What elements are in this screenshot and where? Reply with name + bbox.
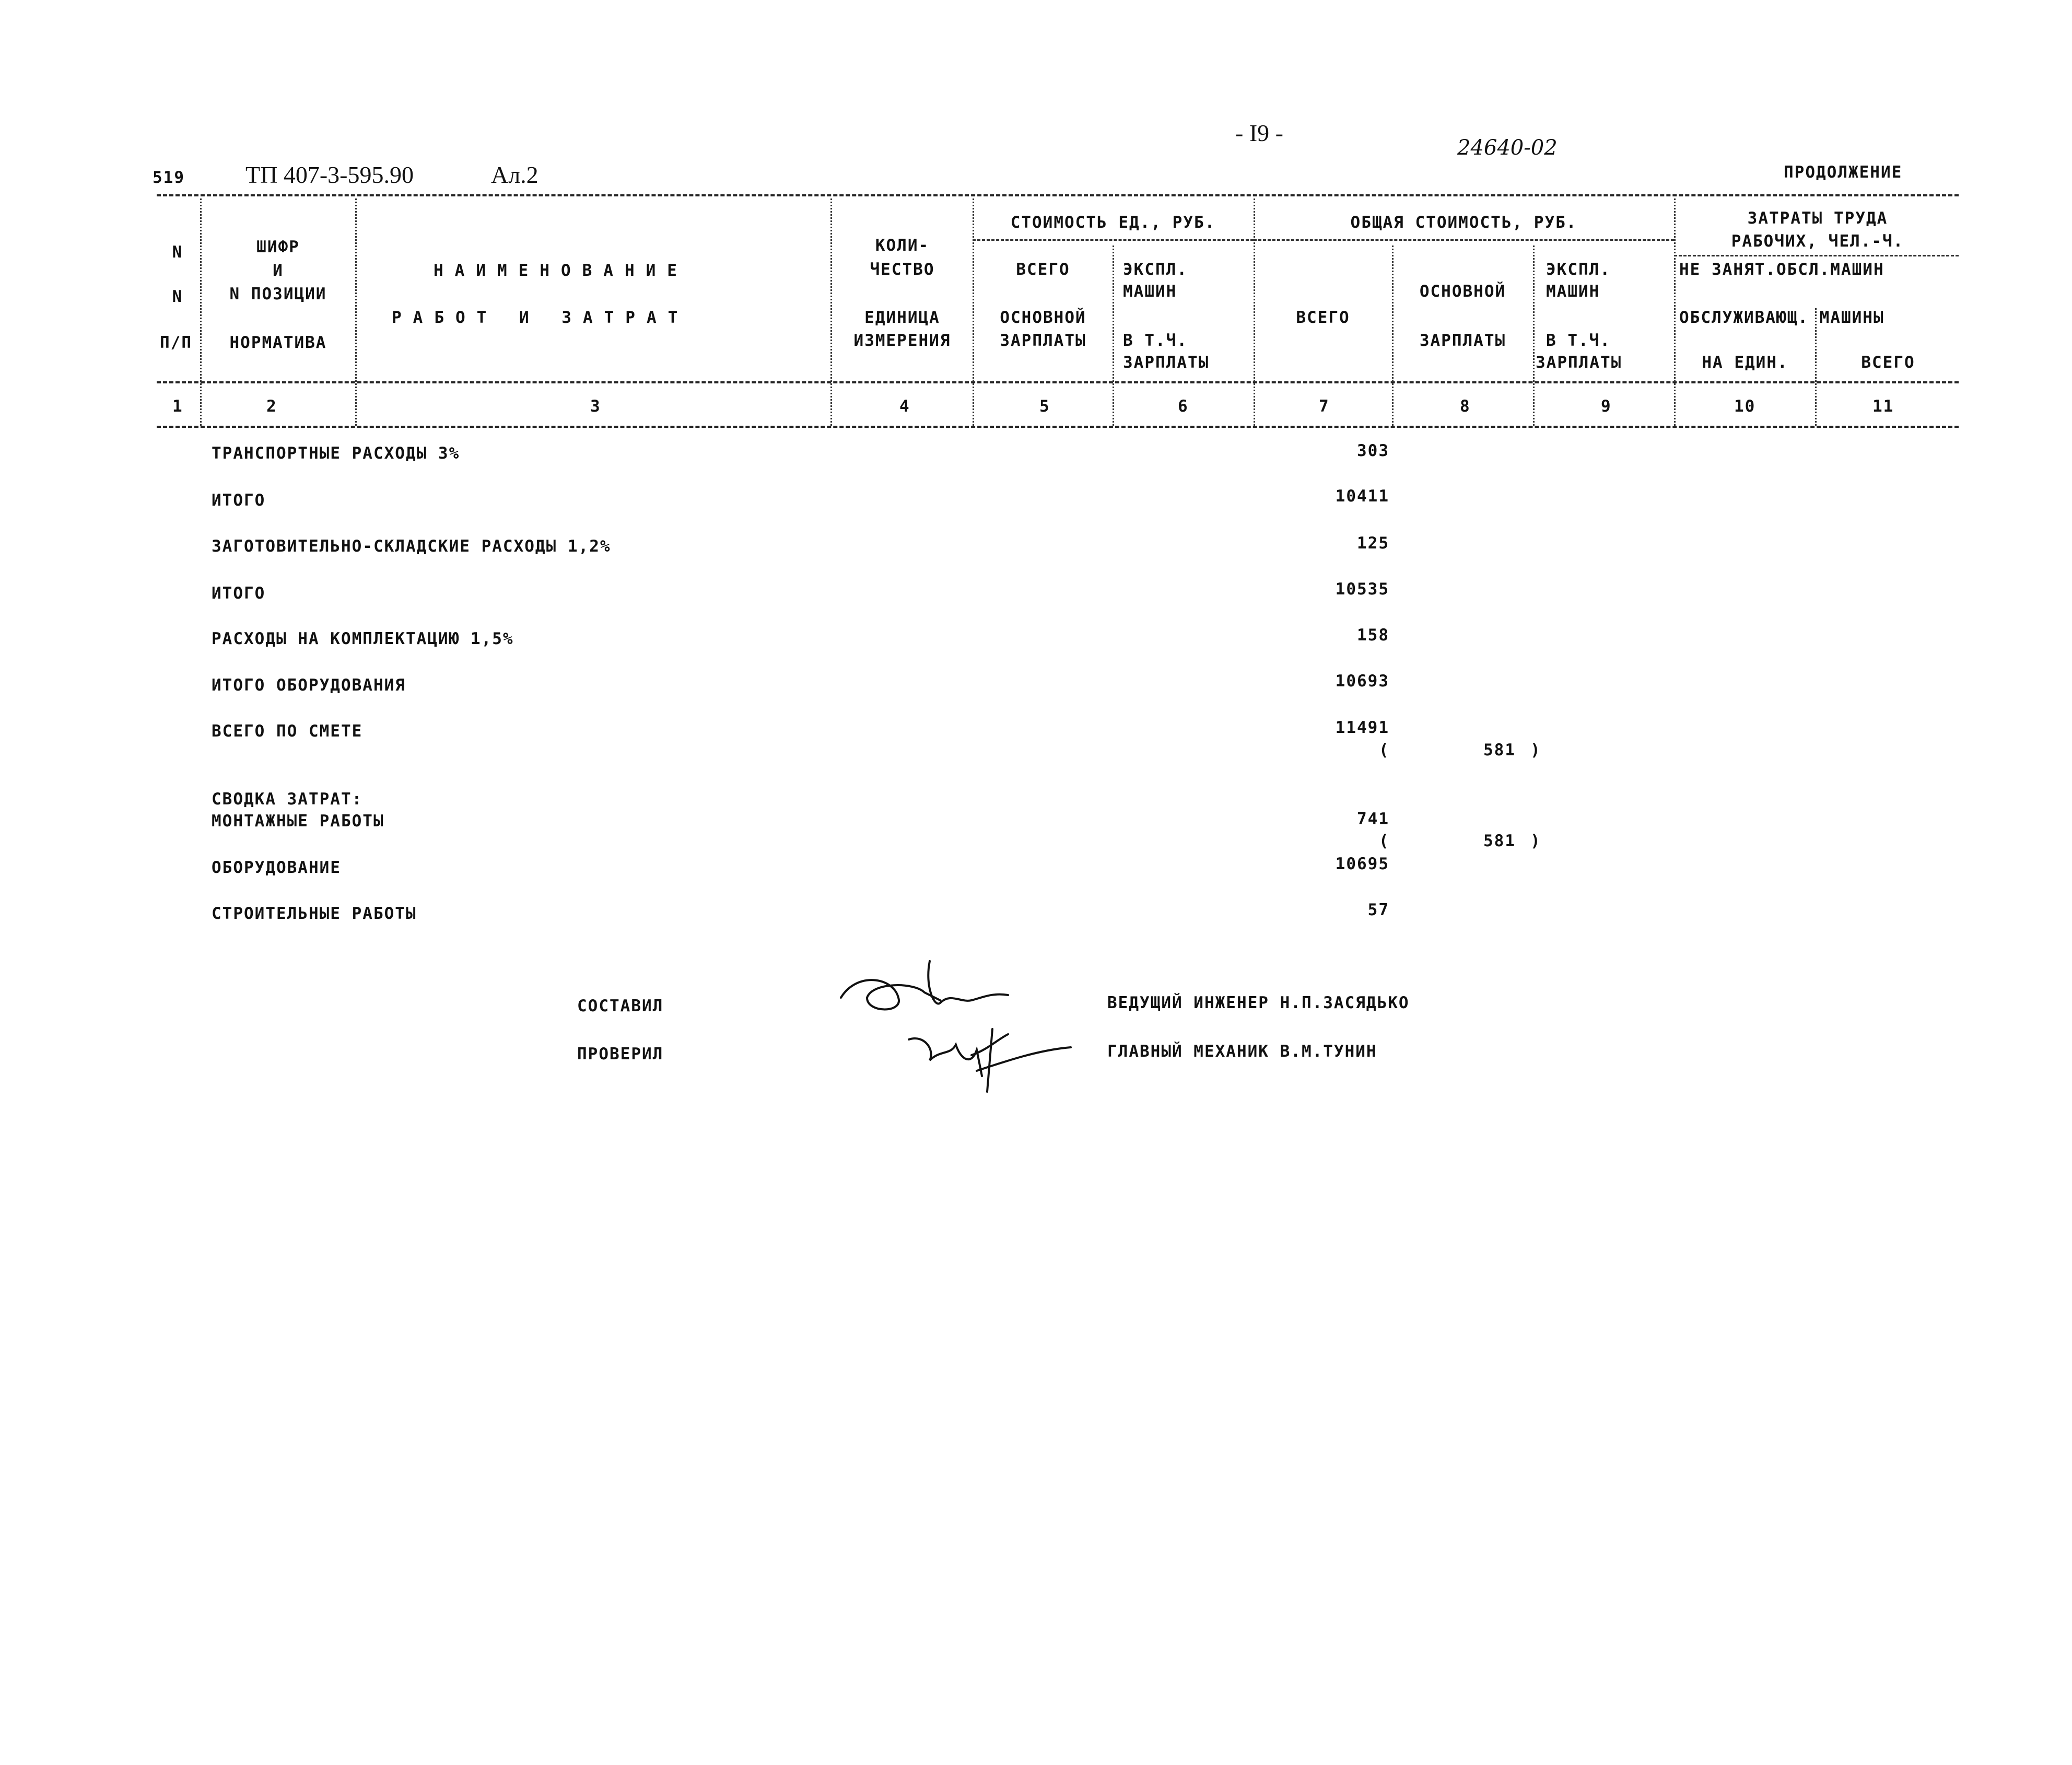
- labor-group-rule: [1674, 255, 1959, 256]
- col-separator: [200, 198, 202, 426]
- row-label: ИТОГО: [212, 491, 266, 510]
- row-total: 10411: [1335, 487, 1389, 506]
- summary-row-wages: 581: [1483, 832, 1516, 850]
- hdr-c1-c: П/П: [160, 333, 192, 352]
- signature-checked-icon: [904, 1019, 1076, 1097]
- col-separator: [1533, 246, 1535, 426]
- row-label: ЗАГОТОВИТЕЛЬНО-СКЛАДСКИЕ РАСХОДЫ 1,2%: [212, 537, 611, 556]
- summary-row-label: ОБОРУДОВАНИЕ: [212, 858, 341, 877]
- hdr-c6-b: МАШИН: [1123, 282, 1177, 301]
- hdr-c4-b: ЧЕСТВО: [870, 260, 935, 279]
- checked-label: ПРОВЕРИЛ: [577, 1045, 664, 1063]
- unit-cost-group-rule: [973, 239, 1254, 241]
- header-bottom-rule: [157, 381, 1959, 383]
- compiled-by: ВЕДУЩИЙ ИНЖЕНЕР Н.П.ЗАСЯДЬКО: [1107, 993, 1410, 1012]
- hdr-c4-c: ЕДИНИЦА: [864, 308, 940, 327]
- hdr-c3-line2: РАБОТ И ЗАТРАТ: [392, 308, 689, 327]
- hdr-c1-b: N: [172, 287, 183, 306]
- hdr-labor-sub-b: ОБСЛУЖИВАЮЩ. МАШИНЫ: [1679, 308, 1884, 327]
- summary-row-total: 57: [1367, 901, 1389, 919]
- hdr-c3-line1: НАИМЕНОВАНИЕ: [434, 261, 688, 280]
- colnum-8: 8: [1460, 397, 1471, 416]
- continuation-label: ПРОДОЛЖЕНИЕ: [1784, 163, 1903, 182]
- wages-paren-close: ): [1530, 832, 1541, 850]
- hdr-c8-a: ОСНОВНОЙ: [1419, 282, 1506, 301]
- hdr-c10: НА ЕДИН.: [1702, 353, 1788, 372]
- row-total: 158: [1357, 626, 1389, 645]
- colnum-2: 2: [266, 397, 277, 416]
- hdr-labor-group-b: РАБОЧИХ, ЧЕЛ.-Ч.: [1731, 232, 1904, 251]
- hdr-c2-d: НОРМАТИВА: [229, 333, 327, 352]
- hdr-c7: ВСЕГО: [1296, 308, 1350, 327]
- checked-by: ГЛАВНЫЙ МЕХАНИК В.М.ТУНИН: [1107, 1042, 1377, 1061]
- hdr-c8-b: ЗАРПЛАТЫ: [1419, 331, 1506, 350]
- hdr-c5-a: ВСЕГО: [1016, 260, 1070, 279]
- row-label: ИТОГО: [212, 584, 266, 603]
- hdr-c11: ВСЕГО: [1861, 353, 1915, 372]
- hdr-c4-d: ИЗМЕРЕНИЯ: [853, 331, 951, 350]
- colnum-6: 6: [1178, 397, 1189, 416]
- hdr-c5-b: ОСНОВНОЙ: [1000, 308, 1086, 327]
- hdr-c5-c: ЗАРПЛАТЫ: [1000, 331, 1086, 350]
- hdr-c6-c: В Т.Ч.: [1123, 331, 1188, 350]
- signature-compiled-icon: [836, 951, 1034, 1024]
- colnum-9: 9: [1601, 397, 1612, 416]
- colnum-4: 4: [899, 397, 910, 416]
- column-numbers-rule: [157, 426, 1959, 428]
- summary-row-label: СТРОИТЕЛЬНЫЕ РАБОТЫ: [212, 904, 417, 923]
- summary-title: СВОДКА ЗАТРАТ:: [212, 790, 363, 809]
- hdr-c1-a: N: [172, 243, 183, 262]
- col-separator: [973, 198, 974, 426]
- colnum-10: 10: [1734, 397, 1756, 416]
- document-code: 24640-02: [1457, 136, 1558, 160]
- album-code: Ал.2: [491, 161, 539, 188]
- summary-row-total: 741: [1357, 810, 1389, 828]
- hdr-labor-sub-a: НЕ ЗАНЯТ.ОБСЛ.МАШИН: [1679, 260, 1884, 279]
- colnum-11: 11: [1872, 397, 1894, 416]
- wages-paren-close: ): [1530, 741, 1541, 759]
- col-separator: [1254, 198, 1255, 426]
- row-label: ИТОГО ОБОРУДОВАНИЯ: [212, 676, 406, 695]
- hdr-c2-a: ШИФР: [256, 238, 300, 256]
- hdr-c2-b: И: [273, 261, 284, 280]
- row-total: 11491: [1335, 718, 1389, 737]
- col-separator: [1113, 246, 1114, 426]
- sheet-number: 519: [153, 168, 185, 187]
- table-top-rule: [157, 194, 1959, 196]
- hdr-c2-c: N ПОЗИЦИИ: [229, 285, 327, 303]
- hdr-c6-d: ЗАРПЛАТЫ: [1123, 353, 1210, 372]
- row-label: РАСХОДЫ НА КОМПЛЕКТАЦИЮ 1,5%: [212, 629, 514, 648]
- col-separator: [830, 198, 832, 426]
- hdr-c4-a: КОЛИ-: [875, 236, 930, 255]
- hdr-labor-group-a: ЗАТРАТЫ ТРУДА: [1747, 209, 1888, 228]
- hdr-unit-cost-group: СТОИМОСТЬ ЕД., РУБ.: [1010, 213, 1216, 232]
- row-total: 10693: [1335, 672, 1389, 691]
- row-wages: 581: [1483, 741, 1516, 759]
- wages-paren-open: (: [1379, 741, 1390, 759]
- row-label: ВСЕГО ПО СМЕТЕ: [212, 722, 363, 741]
- row-total: 10535: [1335, 580, 1389, 599]
- hdr-c6-a: ЭКСПЛ.: [1123, 260, 1188, 279]
- hdr-c9-c: В Т.Ч.: [1546, 331, 1611, 350]
- colnum-1: 1: [172, 397, 183, 416]
- project-code: ТП 407-3-595.90: [245, 161, 414, 188]
- hdr-c9-d: ЗАРПЛАТЫ: [1536, 353, 1622, 372]
- compiled-label: СОСТАВИЛ: [577, 997, 664, 1015]
- colnum-5: 5: [1039, 397, 1050, 416]
- hdr-c9-a: ЭКСПЛ.: [1546, 260, 1611, 279]
- row-label: ТРАНСПОРТНЫЕ РАСХОДЫ 3%: [212, 444, 460, 463]
- col-separator: [355, 198, 357, 426]
- total-cost-group-rule: [1254, 239, 1674, 241]
- colnum-7: 7: [1319, 397, 1330, 416]
- summary-row-label: МОНТАЖНЫЕ РАБОТЫ: [212, 812, 384, 831]
- colnum-3: 3: [590, 397, 601, 416]
- page-number: - I9 -: [1235, 120, 1283, 146]
- row-total: 125: [1357, 534, 1389, 553]
- col-separator: [1674, 198, 1676, 426]
- row-total: 303: [1357, 441, 1389, 460]
- hdr-c9-b: МАШИН: [1546, 282, 1600, 301]
- summary-row-total: 10695: [1335, 855, 1389, 873]
- hdr-total-cost-group: ОБЩАЯ СТОИМОСТЬ, РУБ.: [1350, 213, 1577, 232]
- wages-paren-open: (: [1379, 832, 1390, 850]
